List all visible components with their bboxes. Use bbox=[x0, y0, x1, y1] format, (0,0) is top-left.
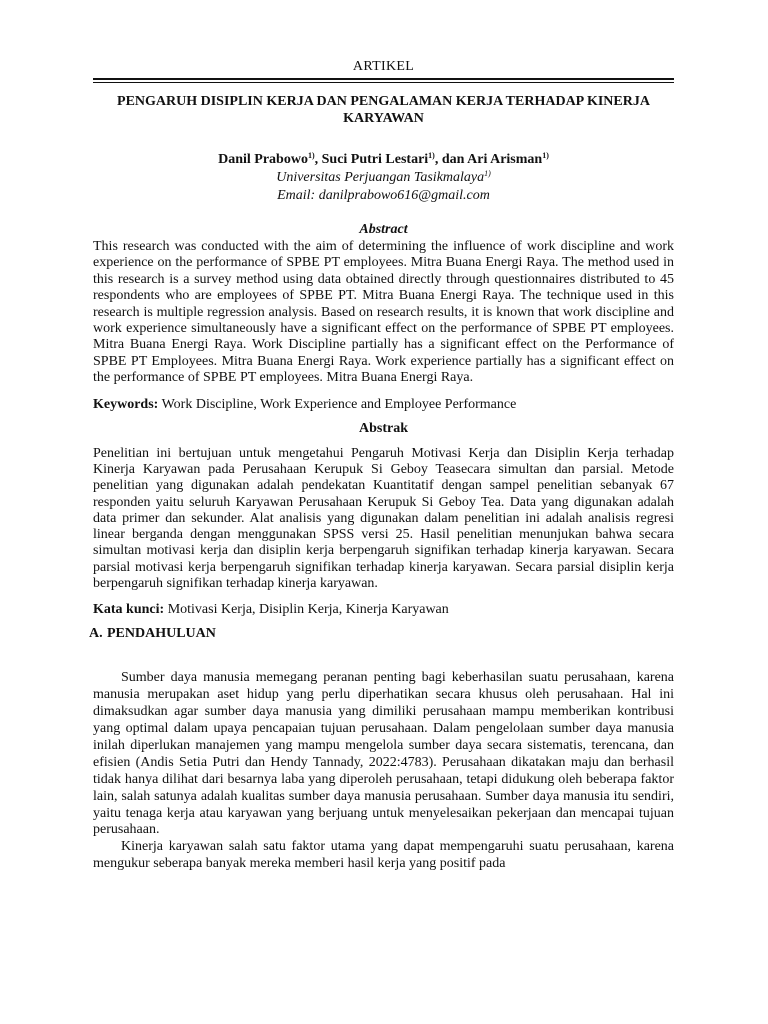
author-email: Email: danilprabowo616@gmail.com bbox=[277, 188, 490, 203]
section-title: PENDAHULUAN bbox=[107, 626, 216, 642]
kata-kunci bbox=[93, 601, 674, 619]
affiliation-name: Universitas Perjuangan Tasikmalaya bbox=[276, 170, 485, 185]
section-label: ARTIKEL bbox=[352, 59, 415, 74]
abstrak-heading: Abstrak bbox=[358, 420, 408, 436]
article-title: PENGARUH DISIPLIN KERJA DAN PENGALAMAN KERJA TERHADAP KINERJA KARYAWAN bbox=[117, 94, 650, 126]
affiliation bbox=[93, 169, 674, 187]
section-heading-pendahuluan bbox=[89, 625, 674, 643]
header-rule-thick bbox=[93, 78, 674, 80]
author-line bbox=[93, 151, 674, 169]
header-rule-thin bbox=[93, 82, 674, 83]
body-paragraph: Kinerja karyawan salah satu faktor utama yang dapat mempengaruhi suatu perusahaan, karena mengukur seberapa banyak mereka memberi hasil kerja yang positif pada bbox=[93, 839, 674, 872]
abstract-text: This research was conducted with the aim of determining the influence of work discipline and work experience on the performance of SPBE PT employees. Mitra Buana Energi Raya. The method used in this research is a survey method using data obtained directly through questionnaires distributed to 45 respondents who are employees of SPBE PT. Mitra Buana Energi Raya. The technique used in this research is multiple regression analysis. Based on research results, it is known that work discipline and work experience simultaneously have a significant effect on the performance of SPBE PT employees. Mitra Buana Energi Raya. Work Discipline partially has a significant effect on the Performance of SPBE PT Employees. Mitra Buana Energi Raya. Work experience partially has a significant effect on the performance of SPBE PT employees. Mitra Buana Energi Raya. bbox=[93, 239, 674, 386]
author-name: , Suci Putri Lestari bbox=[314, 152, 429, 167]
abstract-heading: Abstract bbox=[359, 222, 408, 237]
article-page bbox=[89, 58, 674, 873]
author-affiliation-mark: 1) bbox=[307, 151, 315, 160]
author-affiliation-mark: 1) bbox=[542, 151, 549, 160]
keywords bbox=[93, 396, 674, 414]
author-name: Danil Prabowo bbox=[218, 152, 308, 167]
section-number: A. bbox=[89, 626, 103, 642]
abstrak-text: Penelitian ini bertujuan untuk mengetahui Pengaruh Motivasi Kerja dan Disiplin Kerja terhadap Kinerja Karyawan pada Perusahaan Kerupuk Si Geboy Teasecara simultan dan parsial. Metode penelitian yang digunakan adalah pendekatan Kuantitatif dengan sampel penelitian sebanyak 67 responden yaitu seluruh Karyawan Perusahaan Kerupuk Si Geboy Tea. Data yang digunakan adalah data primer dan sekunder. Alat analisis yang digunakan dalam penelitian ini adalah analisis regresi linear berganda dengan menggunakan SPSS versi 25. Hasil penelitian menunjukan bahwa secara simultan motivasi kerja dan disiplin kerja berpengaruh signifikan terhadap kinerja karyawan. Secara parsial motivasi kerja berpengaruh signifikan terhadap kinerja karyawan. Secara parsial disiplin kerja berpengaruh signifikan terhadap kinerja karyawan. bbox=[93, 445, 674, 592]
kata-kunci-value: Motivasi Kerja, Disiplin Kerja, Kinerja Karyawan bbox=[164, 602, 449, 618]
author-name: , dan Ari Arisman bbox=[434, 152, 543, 167]
author-affiliation-mark: 1) bbox=[428, 151, 435, 160]
keywords-value: Work Discipline, Work Experience and Employee Performance bbox=[158, 396, 517, 412]
keywords-label: Keywords: bbox=[93, 396, 159, 412]
body-paragraph: Sumber daya manusia memegang peranan penting bagi keberhasilan suatu perusahaan, karena manusia merupakan aset hidup yang perlu diperhatikan secara khusus oleh perusahaan. Hal ini dimaksudkan agar sumber daya manusia yang dimiliki perusahaan mampu memberikan kontribusi yang optimal dalam upaya pencapaian tujuan perusahaan. Dalam pengelolaan sumber daya manusia inilah diperlukan manajemen yang mampu mengelola sumber daya secara sistematis, terencana, dan efisien (Andis Setia Putri dan Hendy Tannady, 2022:4783). Perusahaan dikatakan maju dan berhasil tidak hanya dilihat dari besarnya laba yang diperoleh perusahaan, tetapi didukung oleh beberapa faktor lain, salah satunya adalah kualitas sumber daya manusia perusahaan. Sumber daya manusia itu sendiri, yaitu tenaga kerja atau karyawan yang berjuang untuk menyelesaikan pekerjaan dan mencapai tujuan perusahaan. bbox=[93, 670, 674, 838]
kata-kunci-label: Kata kunci: bbox=[93, 602, 165, 618]
affiliation-mark: 1) bbox=[484, 169, 491, 178]
